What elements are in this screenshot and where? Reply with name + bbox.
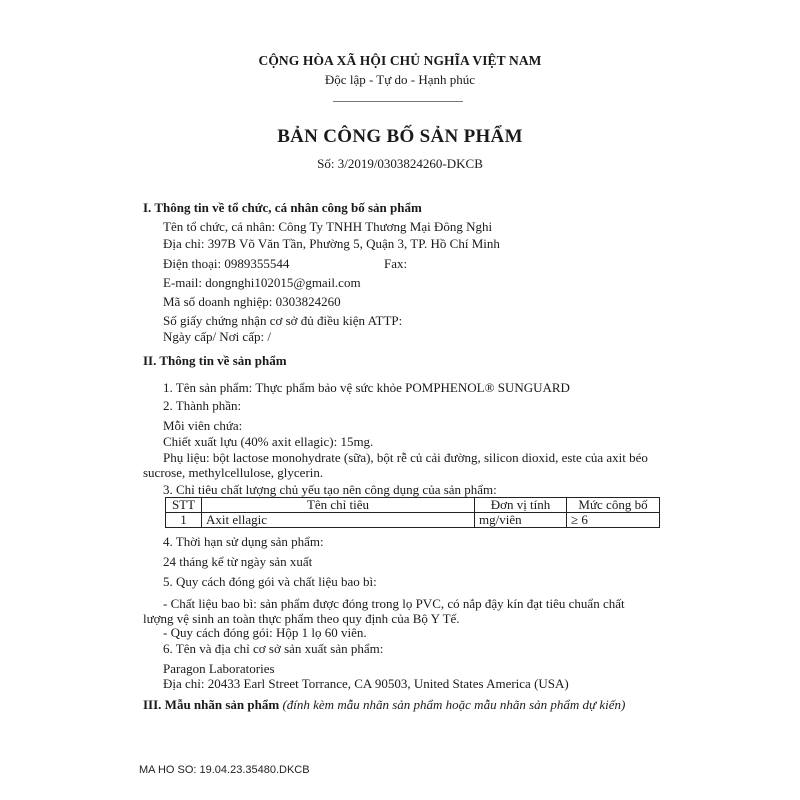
col-header-declared-level: Mức công bố xyxy=(567,498,660,513)
business-code: Mã số doanh nghiệp: 0303824260 xyxy=(163,294,341,309)
issue-date-place: Ngày cấp/ Nơi cấp: / xyxy=(163,329,271,344)
section-3-title: III. Mẫu nhãn sản phẩm xyxy=(143,697,283,712)
col-header-criteria: Tên chỉ tiêu xyxy=(202,498,475,513)
excipients-line-2: sucrose, methylcellulose, glycerin. xyxy=(143,465,324,480)
table-header-row xyxy=(166,498,660,513)
manufacturer-name: Paragon Laboratories xyxy=(163,661,275,676)
col-header-unit: Đơn vị tính xyxy=(475,498,567,513)
document-title: BẢN CÔNG BỐ SẢN PHẨM xyxy=(277,126,523,147)
packaging-heading: 5. Quy cách đóng gói và chất liệu bao bì: xyxy=(163,574,377,589)
packaging-spec: - Quy cách đóng gói: Hộp 1 lọ 60 viên. xyxy=(163,625,367,640)
ingredients-heading: 2. Thành phần: xyxy=(163,398,242,413)
col-header-stt: STT xyxy=(166,498,202,513)
per-tablet-label: Mỗi viên chứa: xyxy=(163,418,243,433)
extract-line: Chiết xuất lựu (40% axit ellagic): 15mg. xyxy=(163,434,374,449)
cell-declared-level: ≥ 6 xyxy=(567,513,660,528)
header-divider xyxy=(333,101,463,102)
shelf-life-heading: 4. Thời hạn sử dụng sản phẩm: xyxy=(163,534,324,549)
org-email: E-mail: dongnghi102015@gmail.com xyxy=(163,275,361,290)
cell-stt: 1 xyxy=(166,513,202,528)
document-number: Số: 3/2019/0303824260-DKCB xyxy=(317,156,483,171)
manufacturer-address: Địa chỉ: 20433 Earl Street Torrance, CA 90503, United States America (USA) xyxy=(163,676,569,691)
org-address: Địa chỉ: 397B Võ Văn Tần, Phường 5, Quận 3, TP. Hồ Chí Minh xyxy=(163,236,500,251)
section-3-note: (đính kèm mẫu nhãn sản phẩm hoặc mẫu nhãn sản phẩm dự kiến) xyxy=(282,697,626,712)
section-1-heading: I. Thông tin về tổ chức, cá nhân công bố sản phẩm xyxy=(143,200,422,215)
org-fax: Fax: xyxy=(384,256,408,271)
manufacturer-heading: 6. Tên và địa chỉ cơ sở sản xuất sản phẩm: xyxy=(163,641,384,656)
attp-certificate: Số giấy chứng nhận cơ sở đủ điều kiện ATTP: xyxy=(163,313,403,328)
table-row xyxy=(166,513,660,528)
cell-criteria: Axit ellagic xyxy=(202,513,475,528)
section-3-heading xyxy=(143,697,625,713)
packaging-material-line-1: - Chất liệu bao bì: sản phẩm được đóng trong lọ PVC, có nắp đậy kín đạt tiêu chuẩn chất xyxy=(163,596,625,611)
quality-criteria-table xyxy=(165,497,660,528)
quality-criteria-heading: 3. Chỉ tiêu chất lượng chủ yếu tạo nên công dụng của sản phẩm: xyxy=(163,482,497,497)
nation-header: CỘNG HÒA XÃ HỘI CHỦ NGHĨA VIỆT NAM xyxy=(258,53,542,68)
org-phone: Điện thoại: 0989355544 xyxy=(163,256,290,271)
org-name: Tên tổ chức, cá nhân: Công Ty TNHH Thương Mại Đông Nghi xyxy=(163,219,493,234)
national-motto: Độc lập - Tự do - Hạnh phúc xyxy=(324,72,476,87)
section-2-heading: II. Thông tin về sản phẩm xyxy=(143,353,287,368)
cell-unit: mg/viên xyxy=(475,513,567,528)
product-name: 1. Tên sản phẩm: Thực phẩm bảo vệ sức khỏe POMPHENOL® SUNGUARD xyxy=(163,380,570,395)
shelf-life-value: 24 tháng kể từ ngày sản xuất xyxy=(163,554,313,569)
record-code: MA HO SO: 19.04.23.35480.DKCB xyxy=(139,764,310,776)
excipients-line-1: Phụ liệu: bột lactose monohydrate (sữa), bột rễ củ cải đường, silicon dioxid, este của axit béo xyxy=(163,450,648,465)
packaging-material-line-2: lượng vệ sinh an toàn thực phẩm theo quy định của Bộ Y Tế. xyxy=(143,611,460,626)
